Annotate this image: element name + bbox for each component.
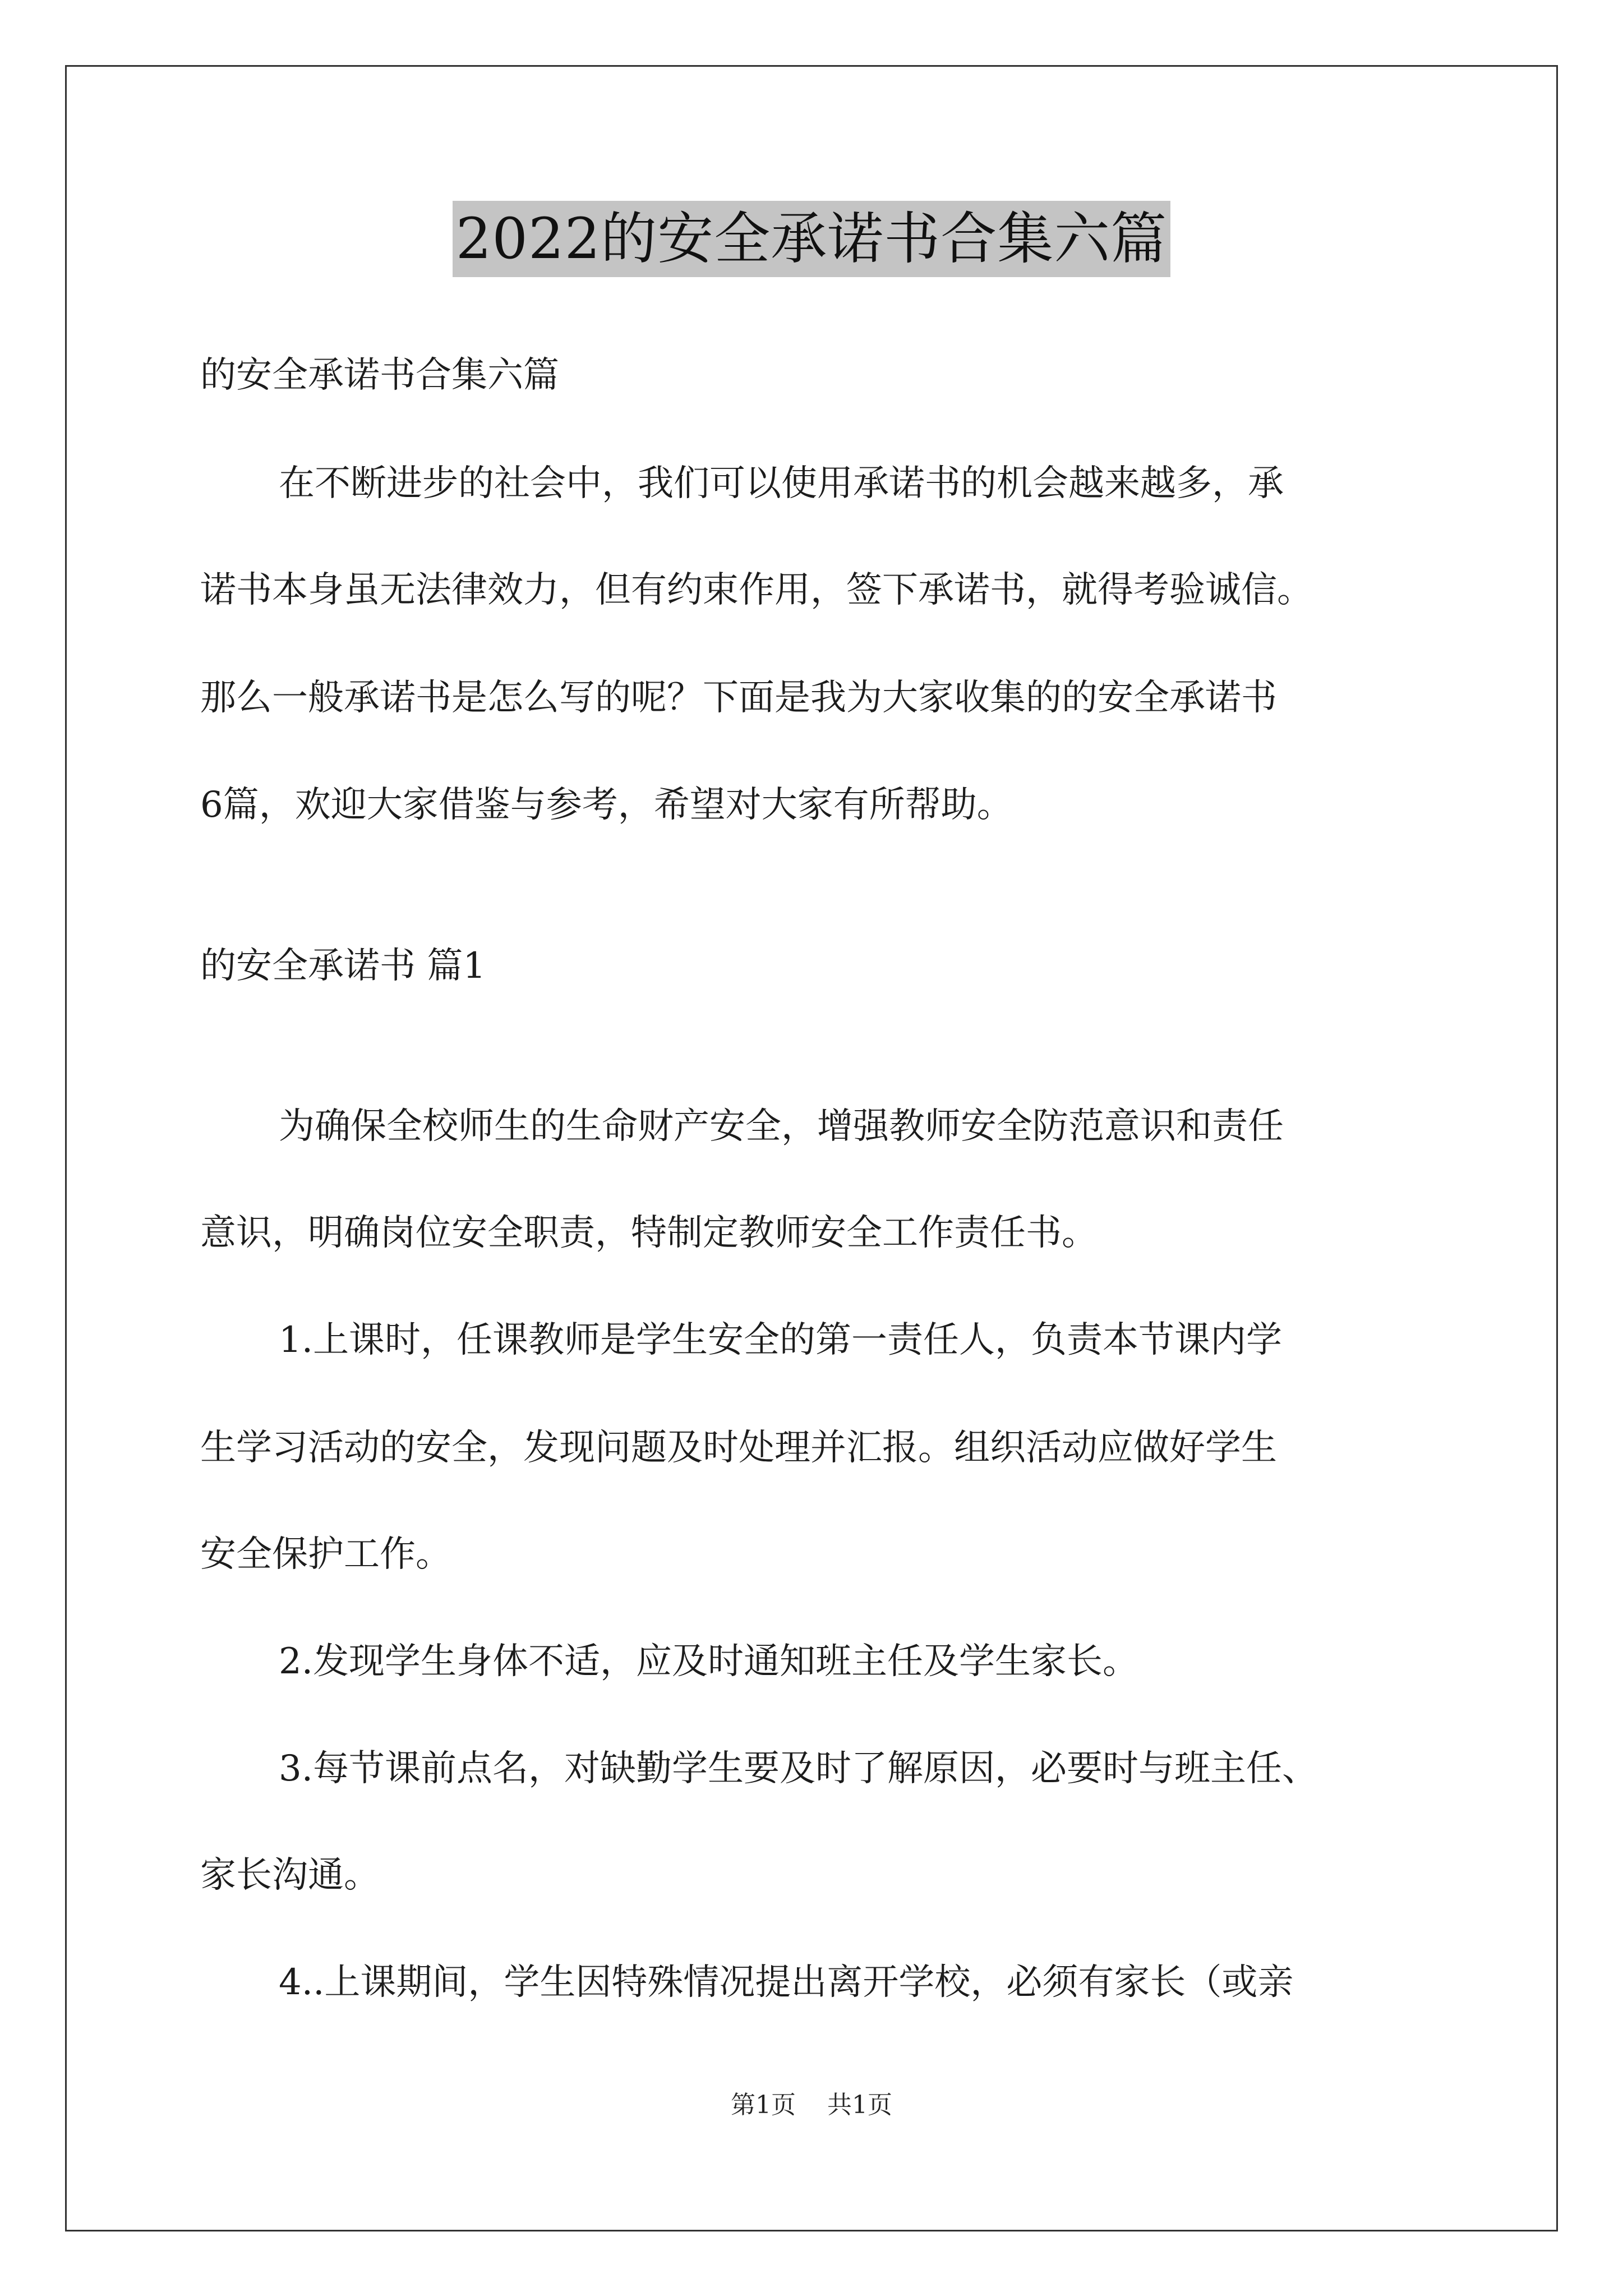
body-line: 安全保护工作。 — [200, 1534, 451, 1575]
body-line: 3.每节课前点名，对缺勤学生要及时了解原因，必要时与班主任、 — [279, 1748, 1318, 1789]
document-title: 2022的安全承诺书合集六篇 — [453, 201, 1171, 277]
page-footer — [0, 2088, 1623, 2122]
body-line: 那么一般承诺书是怎么写的呢？下面是我为大家收集的的安全承诺书 — [200, 677, 1277, 719]
title-container — [0, 201, 1623, 277]
body-line: 4..上课期间，学生因特殊情况提出离开学校，必须有家长（或亲 — [279, 1962, 1294, 2003]
body-line: 为确保全校师生的生命财产安全，增强教师安全防范意识和责任 — [279, 1106, 1284, 1147]
body-line: 1.上课时，任课教师是学生安全的第一责任人，负责本节课内学 — [279, 1319, 1283, 1361]
page-number: 第1页 — [731, 2091, 796, 2119]
body-line: 在不断进步的社会中，我们可以使用承诺书的机会越来越多，承 — [279, 463, 1284, 504]
subtitle-line: 的安全承诺书合集六篇 — [200, 355, 559, 396]
body-line: 意识，明确岗位安全职责，特制定教师安全工作责任书。 — [200, 1212, 1098, 1254]
page-total: 共1页 — [827, 2091, 892, 2119]
body-line: 诺书本身虽无法律效力，但有约束作用，签下承诺书，就得考验诚信。 — [200, 569, 1313, 611]
body-line: 家长沟通。 — [200, 1855, 380, 1896]
body-line: 2.发现学生身体不适，应及时通知班主任及学生家长。 — [279, 1641, 1139, 1682]
section-heading: 的安全承诺书 篇1 — [200, 945, 486, 987]
body-line: 6篇，欢迎大家借鉴与参考，希望对大家有所帮助。 — [200, 784, 1013, 826]
body-line: 生学习活动的安全，发现问题及时处理并汇报。组织活动应做好学生 — [200, 1427, 1277, 1469]
